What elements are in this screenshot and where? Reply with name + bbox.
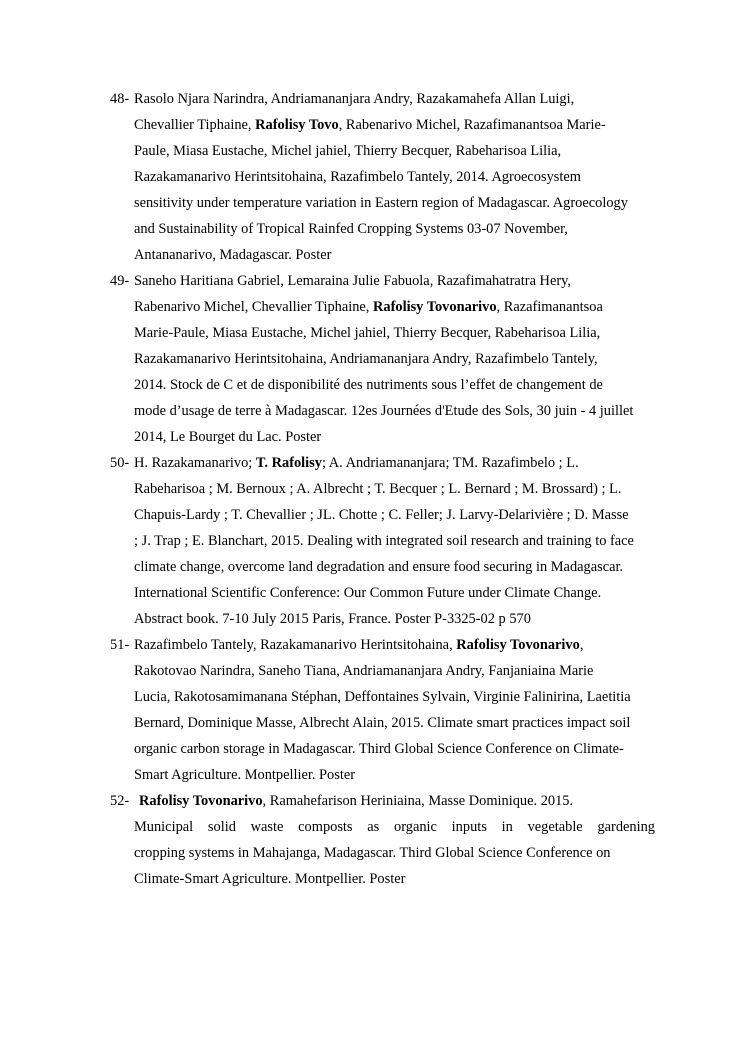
reference-line — [134, 450, 655, 476]
text-segment: Rabeharisoa ; M. Bernoux ; A. Albrecht ; T. Becquer ; L. Bernard ; M. Brossard) ; L. — [134, 481, 622, 497]
reference-line — [134, 606, 655, 632]
reference-list — [110, 86, 655, 892]
reference-number: 50- — [110, 455, 130, 471]
text-segment: Bernard, Dominique Masse, Albrecht Alain, 2015. Climate smart practices impact soil — [134, 715, 631, 731]
highlighted-author: Rafolisy Tovonarivo — [139, 793, 263, 809]
text-segment: Razakamanarivo Herintsitohaina, Andriamananjara Andry, Razafimbelo Tantely, — [134, 351, 598, 367]
text-segment: Rabenarivo Michel, Chevallier Tiphaine, — [134, 299, 373, 315]
text-segment: Abstract book. 7-10 July 2015 Paris, France. Poster P-3325-02 p 570 — [134, 611, 531, 627]
text-segment: Chapuis-Lardy ; T. Chevallier ; JL. Chotte ; C. Feller; J. Larvy-Delarivière ; D. Masse — [134, 507, 629, 523]
reference-line — [134, 632, 655, 658]
text-segment: ; J. Trap ; E. Blanchart, 2015. Dealing with integrated soil research and training to face — [134, 533, 634, 549]
reference-number: 52- — [110, 793, 130, 809]
text-segment: International Scientific Conference: Our Common Future under Climate Change. — [134, 585, 602, 601]
text-segment: , Razafimanantsoa — [496, 299, 603, 315]
reference-text — [134, 450, 655, 632]
text-segment: and Sustainability of Tropical Rainfed Cropping Systems 03-07 November, — [134, 221, 568, 237]
reference-item — [110, 788, 655, 892]
reference-line — [134, 814, 655, 840]
reference-line — [134, 398, 655, 424]
text-segment: mode d’usage de terre à Madagascar. 12es Journées d'Etude des Sols, 30 juin - 4 juillet — [134, 403, 634, 419]
reference-line — [134, 164, 655, 190]
reference-line — [134, 502, 655, 528]
text-segment: Rakotovao Narindra, Saneho Tiana, Andriamananjara Andry, Fanjaniaina Marie — [134, 663, 594, 679]
reference-line — [134, 372, 655, 398]
text-segment: H. Razakamanarivo; — [134, 455, 256, 471]
reference-number: 48- — [110, 91, 130, 107]
text-segment: Lucia, Rakotosamimanana Stéphan, Deffontaines Sylvain, Virginie Falinirina, Laetitia — [134, 689, 631, 705]
reference-number: 49- — [110, 273, 130, 289]
text-segment: Antananarivo, Madagascar. Poster — [134, 247, 332, 263]
reference-line — [134, 554, 655, 580]
reference-line — [134, 346, 655, 372]
reference-text — [134, 86, 655, 268]
highlighted-author: Rafolisy Tovonarivo — [456, 637, 580, 653]
text-segment: , Rabenarivo Michel, Razafimanantsoa Marie- — [338, 117, 606, 133]
reference-line — [134, 762, 655, 788]
reference-line — [134, 476, 655, 502]
reference-text — [134, 268, 655, 450]
reference-item — [110, 632, 655, 788]
reference-line — [134, 424, 655, 450]
text-segment: Saneho Haritiana Gabriel, Lemaraina Julie Fabuola, Razafimahatratra Hery, — [134, 273, 571, 289]
reference-line — [134, 138, 655, 164]
reference-line — [134, 190, 655, 216]
reference-line — [134, 112, 655, 138]
reference-line — [134, 86, 655, 112]
text-segment: ; A. Andriamananjara; TM. Razafimbelo ; L. — [321, 455, 579, 471]
reference-text — [134, 632, 655, 788]
reference-item — [110, 86, 655, 268]
reference-line — [134, 866, 655, 892]
reference-item — [110, 268, 655, 450]
reference-line — [134, 788, 655, 814]
text-segment: 2014. Stock de C et de disponibilité des nutriments sous l’effet de changement de — [134, 377, 603, 393]
text-segment: Rasolo Njara Narindra, Andriamananjara Andry, Razakamahefa Allan Luigi, — [134, 91, 575, 107]
highlighted-author: Rafolisy Tovo — [255, 117, 339, 133]
reference-text — [134, 788, 655, 892]
text-segment: , Ramahefarison Heriniaina, Masse Dominique. 2015. — [262, 793, 574, 809]
text-segment: Razafimbelo Tantely, Razakamanarivo Herintsitohaina, — [134, 637, 457, 653]
text-segment: Razakamanarivo Herintsitohaina, Razafimbelo Tantely, 2014. Agroecosystem — [134, 169, 581, 185]
reference-item — [110, 450, 655, 632]
text-segment: climate change, overcome land degradation and ensure food securing in Madagascar. — [134, 559, 624, 575]
reference-line — [134, 528, 655, 554]
reference-line — [134, 710, 655, 736]
text-segment: Municipal solid waste composts as organic inputs in vegetable gardening — [134, 819, 655, 835]
highlighted-author: T. Rafolisy — [255, 455, 322, 471]
text-segment: Paule, Miasa Eustache, Michel jahiel, Thierry Becquer, Rabeharisoa Lilia, — [134, 143, 562, 159]
reference-line — [134, 580, 655, 606]
reference-line — [134, 840, 655, 866]
text-segment: organic carbon storage in Madagascar. Third Global Science Conference on Climate- — [134, 741, 624, 757]
text-segment: 2014, Le Bourget du Lac. Poster — [134, 429, 322, 445]
text-segment: sensitivity under temperature variation in Eastern region of Madagascar. Agroecology — [134, 195, 628, 211]
reference-line — [134, 658, 655, 684]
text-segment: , — [579, 637, 584, 653]
reference-line — [134, 268, 655, 294]
text-segment: Smart Agriculture. Montpellier. Poster — [134, 767, 356, 783]
text-segment: Chevallier Tiphaine, — [134, 117, 256, 133]
reference-line — [134, 294, 655, 320]
reference-line — [134, 684, 655, 710]
reference-number: 51- — [110, 637, 130, 653]
text-segment: Climate-Smart Agriculture. Montpellier. Poster — [134, 871, 406, 887]
highlighted-author: Rafolisy Tovonarivo — [373, 299, 497, 315]
text-segment: cropping systems in Mahajanga, Madagascar. Third Global Science Conference on — [134, 845, 611, 861]
reference-line — [134, 736, 655, 762]
reference-line — [134, 320, 655, 346]
reference-line — [134, 242, 655, 268]
reference-line — [134, 216, 655, 242]
text-segment: Marie-Paule, Miasa Eustache, Michel jahiel, Thierry Becquer, Rabeharisoa Lilia, — [134, 325, 601, 341]
